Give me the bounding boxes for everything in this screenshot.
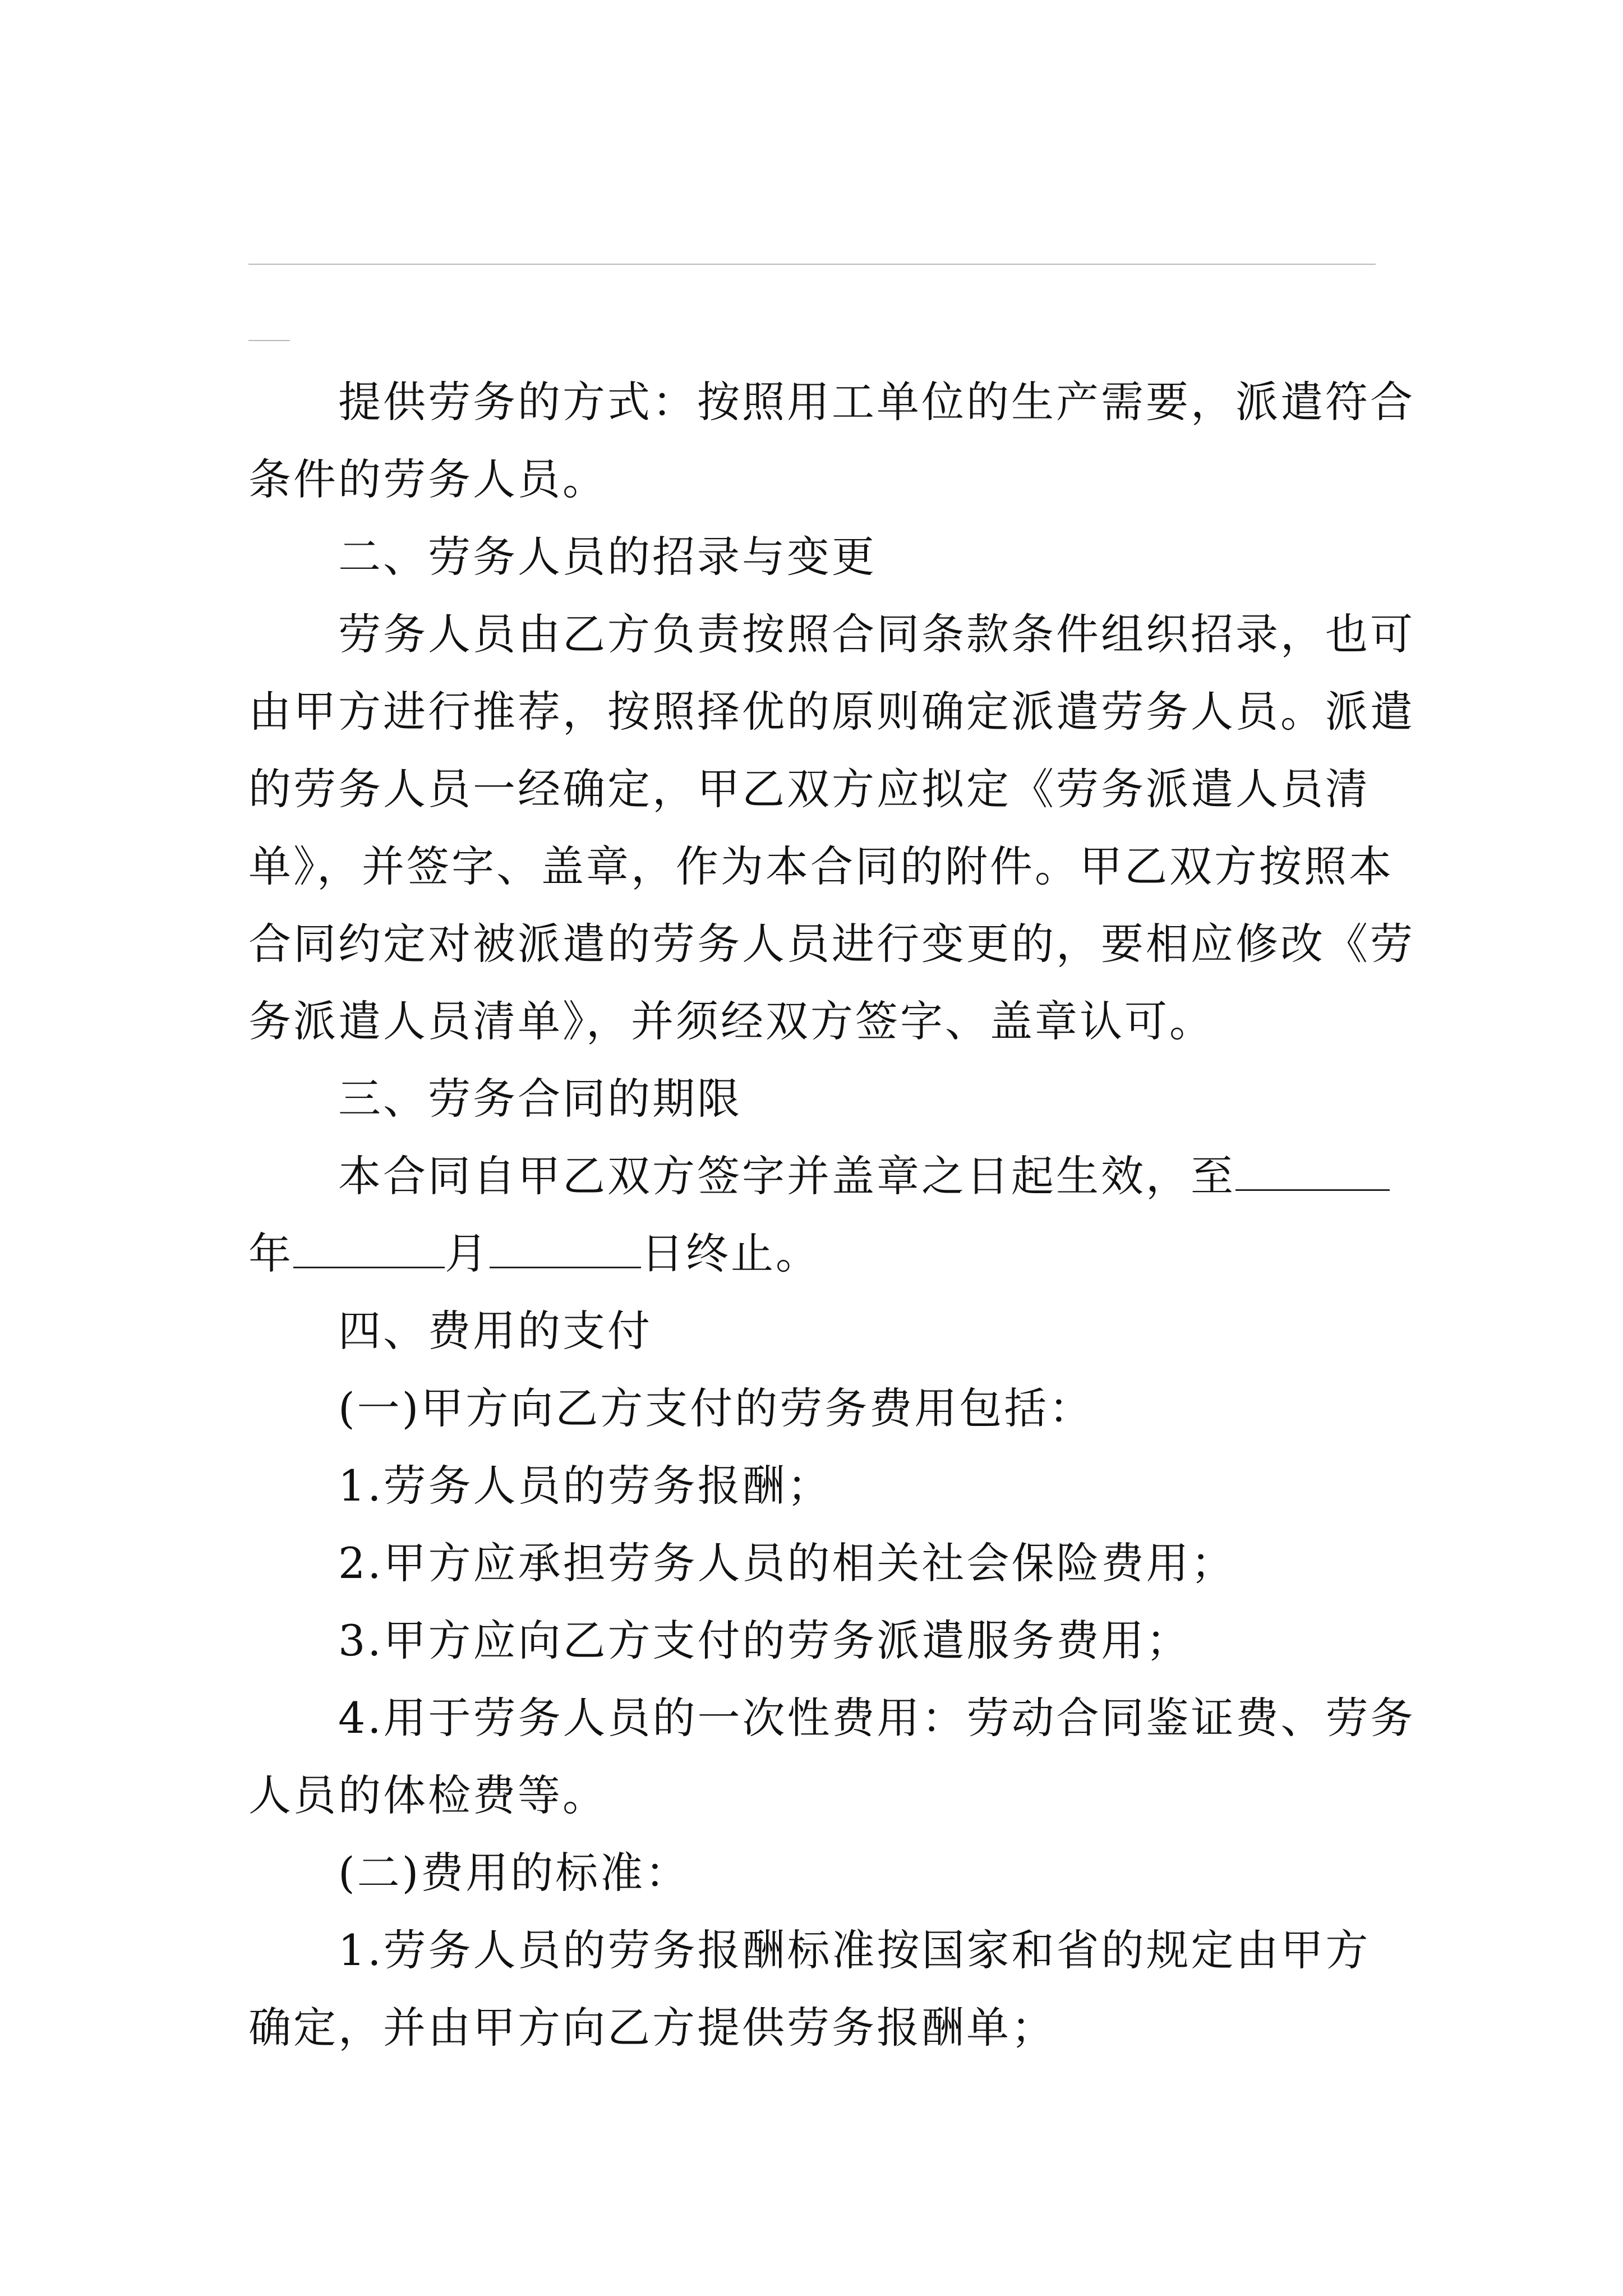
day-blank: [490, 1232, 641, 1268]
paragraph-line: 劳务人员由乙方负责按照合同条款条件组织招录，也可: [338, 609, 1415, 659]
paragraph-line: [248, 1138, 1393, 1215]
paragraph-line: [248, 1215, 1393, 1292]
paragraph-line: 的劳务人员一经确定，甲乙双方应拟定《劳务派遣人员清: [248, 764, 1370, 814]
list-item: 4.用于劳务人员的一次性费用：劳动合同鉴证费、劳务: [338, 1693, 1415, 1743]
paragraph-line: 条件的劳务人员。: [248, 454, 607, 504]
month-blank: [293, 1232, 445, 1268]
list-item: 2.甲方应承担劳务人员的相关社会保险费用；: [338, 1538, 1236, 1588]
list-item-continuation: 确定，并由甲方向乙方提供劳务报酬单；: [248, 2003, 1056, 2053]
contract-body: [248, 364, 1415, 2067]
section-heading: 二、劳务人员的招录与变更: [338, 532, 877, 582]
list-item: 3.甲方应向乙方支付的劳务派遣服务费用；: [338, 1616, 1191, 1665]
section-heading: 四、费用的支付: [338, 1306, 652, 1356]
year-blank: [1235, 1154, 1390, 1191]
list-item-continuation: 人员的体检费等。: [248, 1770, 607, 1820]
term-text: 本合同自甲乙双方签字并盖章之日起生效，至: [338, 1151, 1235, 1201]
section-heading: 三、劳务合同的期限: [338, 1074, 742, 1124]
header-rule-tail: [248, 340, 290, 341]
paragraph-line: 合同约定对被派遣的劳务人员进行变更的，要相应修改《劳: [248, 919, 1415, 969]
paragraph-line: 提供劳务的方式：按照用工单位的生产需要，派遣符合: [338, 377, 1415, 427]
year-label: 年: [248, 1228, 293, 1278]
subsection-heading: (一)甲方向乙方支付的劳务费用包括：: [338, 1383, 1094, 1433]
paragraph-line: 单》，并签字、盖章，作为本合同的附件。甲乙双方按照本: [248, 841, 1394, 891]
paragraph-line: 由甲方进行推荐，按照择优的原则确定派遣劳务人员。派遣: [248, 687, 1415, 737]
month-label: 月: [445, 1228, 490, 1278]
paragraph-line: 务派遣人员清单》，并须经双方签字、盖章认可。: [248, 996, 1214, 1046]
day-label: 日终止。: [641, 1228, 820, 1278]
list-item: 1.劳务人员的劳务报酬标准按国家和省的规定由甲方: [338, 1925, 1371, 1975]
subsection-heading: (二)费用的标准：: [338, 1848, 690, 1898]
header-rule: [248, 264, 1376, 265]
list-item: 1.劳务人员的劳务报酬；: [338, 1461, 832, 1511]
